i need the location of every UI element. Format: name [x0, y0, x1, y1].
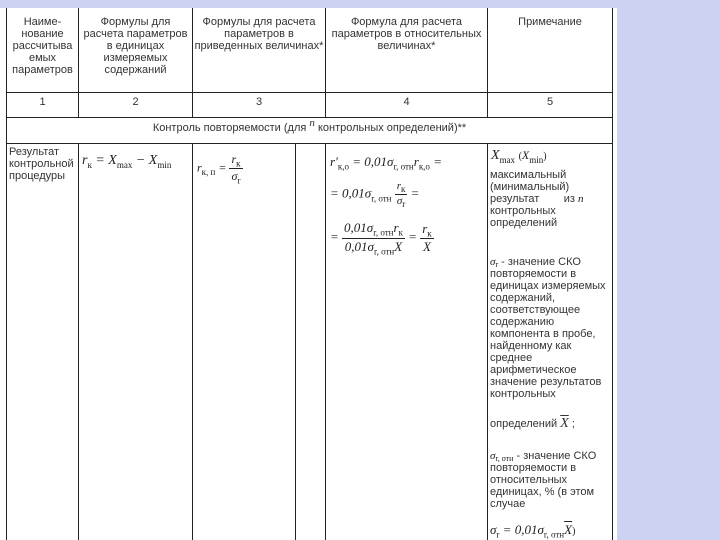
column-number: 2: [132, 96, 139, 108]
formula-relative-line1: $r'_{к,о} = 0,01\sigma_{r, отн}r_{к,о}$ =: [330, 154, 442, 172]
header-col5: Примечание: [518, 16, 582, 28]
note-text: - значение СКО повторяемости в единицах измеряемых содержаний, соответствующее содержанию компонента в пробе, найденному как среднее арифметическое значение результатов контрольных: [490, 256, 606, 400]
note-text: определений $\overline{X}$ ;: [490, 416, 575, 431]
note-text: контрольных определений: [490, 205, 558, 229]
sigma-rel-symbol: $\sigma_{r, отн}$: [490, 450, 514, 463]
n-symbol: n: [309, 117, 315, 129]
header-col2: Формулы для расчета параметров в единицах измеряемых содержаний: [83, 16, 188, 76]
column-number: 5: [546, 96, 554, 108]
header-col3: Формулы для расчета параметров в приведенных величинах*: [194, 16, 324, 52]
column-divider: [325, 143, 326, 540]
row-name: Результат контрольной процедуры: [9, 146, 74, 182]
formula-relative-line3: = $\frac{0,01\sigma_{r, отн}r_к}{0,01\sigma_{r, отн}\overline{X}}$ = $\frac{r_к}{X}$: [330, 220, 432, 257]
header-col1: Наиме- нование рассчитыва емых параметров: [12, 16, 73, 76]
xmax-symbol: $X_{max}$ $(X_{min})$: [491, 148, 547, 165]
header-col4: Формула для расчета параметров в относительных величинах*: [331, 16, 482, 52]
table-border: [6, 8, 7, 540]
column-number: 3: [255, 96, 263, 108]
sigma-symbol: $\sigma_r$: [490, 256, 499, 269]
column-divider: [78, 143, 79, 540]
n-symbol: n: [578, 193, 584, 205]
formula-range: $r_к = X_{max} - X_{min}$: [82, 153, 172, 170]
row-divider: [6, 92, 613, 93]
note-text: максимальный (минимальный) результат из: [490, 169, 575, 205]
column-divider: [192, 143, 193, 540]
section-title: [7, 117, 612, 134]
section-text: контрольных определений)**: [317, 122, 467, 134]
note-text-sigma-rel: [490, 450, 612, 510]
note-text-sigma: [490, 256, 612, 400]
column-divider: [487, 143, 488, 540]
formula-sigma: $\sigma_r = 0,01\sigma_{r, отн}\overline{X}$): [490, 522, 576, 540]
section-text: Контроль повторяемости (для: [152, 122, 307, 134]
note-text-result: [490, 169, 612, 205]
note-text: - значение СКО повторяемости в относительных единицах, % (в этом случае: [490, 450, 597, 510]
row-divider: [6, 143, 613, 144]
column-number: 4: [403, 96, 410, 108]
column-divider: [295, 143, 296, 540]
formula-relative-line2: = $0,01\sigma_{r, отн}$ $\frac{r_к}{\sigma_r}$ =: [330, 180, 420, 210]
formula-reduced: $r_{к, п}$ = $\frac{r_к}{\sigma_r}$: [197, 152, 241, 186]
table-border: [612, 8, 613, 540]
slide: [0, 8, 617, 540]
column-number: 1: [39, 96, 46, 108]
